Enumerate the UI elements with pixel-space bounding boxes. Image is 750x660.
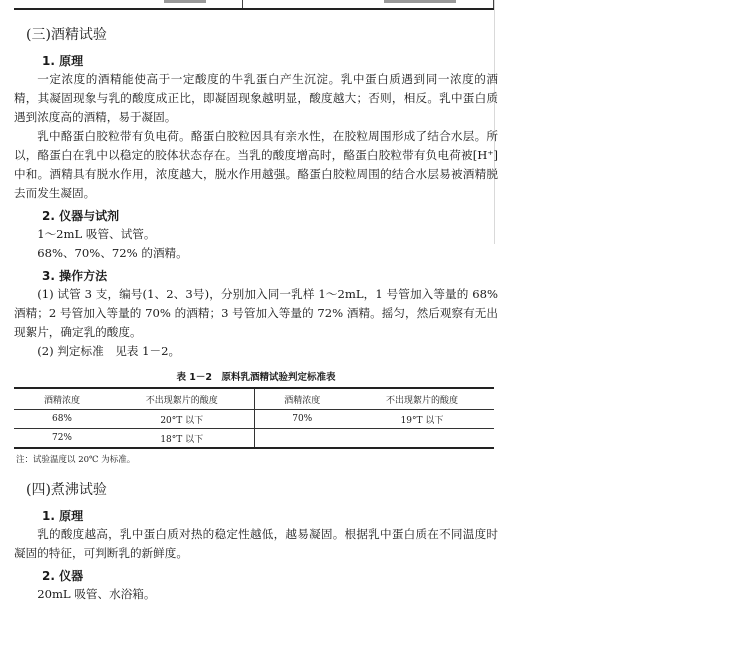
- subsection-heading: 1. 原理: [42, 509, 84, 523]
- section-title: (四)煮沸试验: [26, 482, 107, 498]
- paragraph: 乳中酪蛋白胶粒带有负电荷。酪蛋白胶粒因具有亲水性，在胶粒周围形成了结合水层。所以，酪蛋白在乳中以稳定的胶体状态存在。当乳的酸度增高时，酪蛋白胶粒带有负电荷被[H⁺]中和。酒精具有脱水作用，浓度越大，脱水作用越强。酪蛋白胶粒周围的结合水层易被酒精脱去而发生凝固。: [14, 129, 498, 200]
- table-divider: [242, 0, 243, 8]
- paragraph: 20mL 吸管、水浴箱。: [37, 587, 156, 601]
- clipped-text-fragment: [164, 0, 206, 3]
- paragraph: 1～2mL 吸管、试管。: [37, 227, 156, 241]
- spacer: [14, 465, 498, 479]
- table-row: [14, 429, 494, 449]
- subsection-heading: 3. 操作方法: [42, 269, 108, 283]
- subsection-heading: 1. 原理: [42, 54, 84, 68]
- table-cell: 68%: [14, 410, 110, 429]
- standard-table: [14, 387, 494, 449]
- document-body: [14, 24, 498, 604]
- table-header-cell: 酒精浓度: [14, 388, 110, 410]
- subsection-heading: 2. 仪器: [42, 569, 84, 583]
- table-cell: [254, 429, 350, 449]
- table-note: 注：试验温度以 20℃ 为标准。: [16, 455, 136, 465]
- table-header-cell: 酒精浓度: [254, 388, 350, 410]
- table-cell: 18°T 以下: [160, 434, 204, 445]
- table-header-row: [14, 388, 494, 410]
- paragraph: (2) 判定标准 见表 1－2。: [37, 344, 181, 358]
- table-cell: 70%: [254, 410, 350, 429]
- table-row: [14, 410, 494, 429]
- subsection-heading: 2. 仪器与试剂: [42, 209, 120, 223]
- clipped-text-fragment: [384, 0, 456, 3]
- section-title: (三)酒精试验: [26, 27, 107, 43]
- paragraph: 一定浓度的酒精能使高于一定酸度的牛乳蛋白产生沉淀。乳中蛋白质遇到同一浓度的酒精，其凝固现象与乳的酸度成正比，即凝固现象越明显，酸度越大；否则，相反。乳中蛋白质遇到浓度高的酒精，易于凝固。: [14, 72, 498, 124]
- table-cell: 72%: [51, 433, 72, 443]
- paragraph: 68%、70%、72% 的酒精。: [37, 246, 188, 260]
- previous-table-fragment: [14, 0, 494, 10]
- paragraph: 乳的酸度越高，乳中蛋白质对热的稳定性越低，越易凝固。根据乳中蛋白质在不同温度时凝固的特征，可判断乳的新鲜度。: [14, 527, 498, 560]
- table-header-cell: 不出现絮片的酸度: [350, 388, 494, 410]
- paragraph: (1) 试管 3 支，编号(1、2、3号)，分别加入同一乳样 1～2mL，1 号管加入等量的 68% 酒精；2 号管加入等量的 70% 的酒精；3 号管加入等量的 72% 酒精。摇匀，然后观察有无出现絮片，确定乳的酸度。: [14, 287, 498, 339]
- table-cell: 20°T 以下: [110, 410, 254, 429]
- table-cell: 19°T 以下: [350, 410, 494, 429]
- table-cell: [350, 429, 494, 449]
- table-caption: 表 1－2 原料乳酒精试验判定标准表: [176, 372, 336, 383]
- table-header-cell: 不出现絮片的酸度: [110, 388, 254, 410]
